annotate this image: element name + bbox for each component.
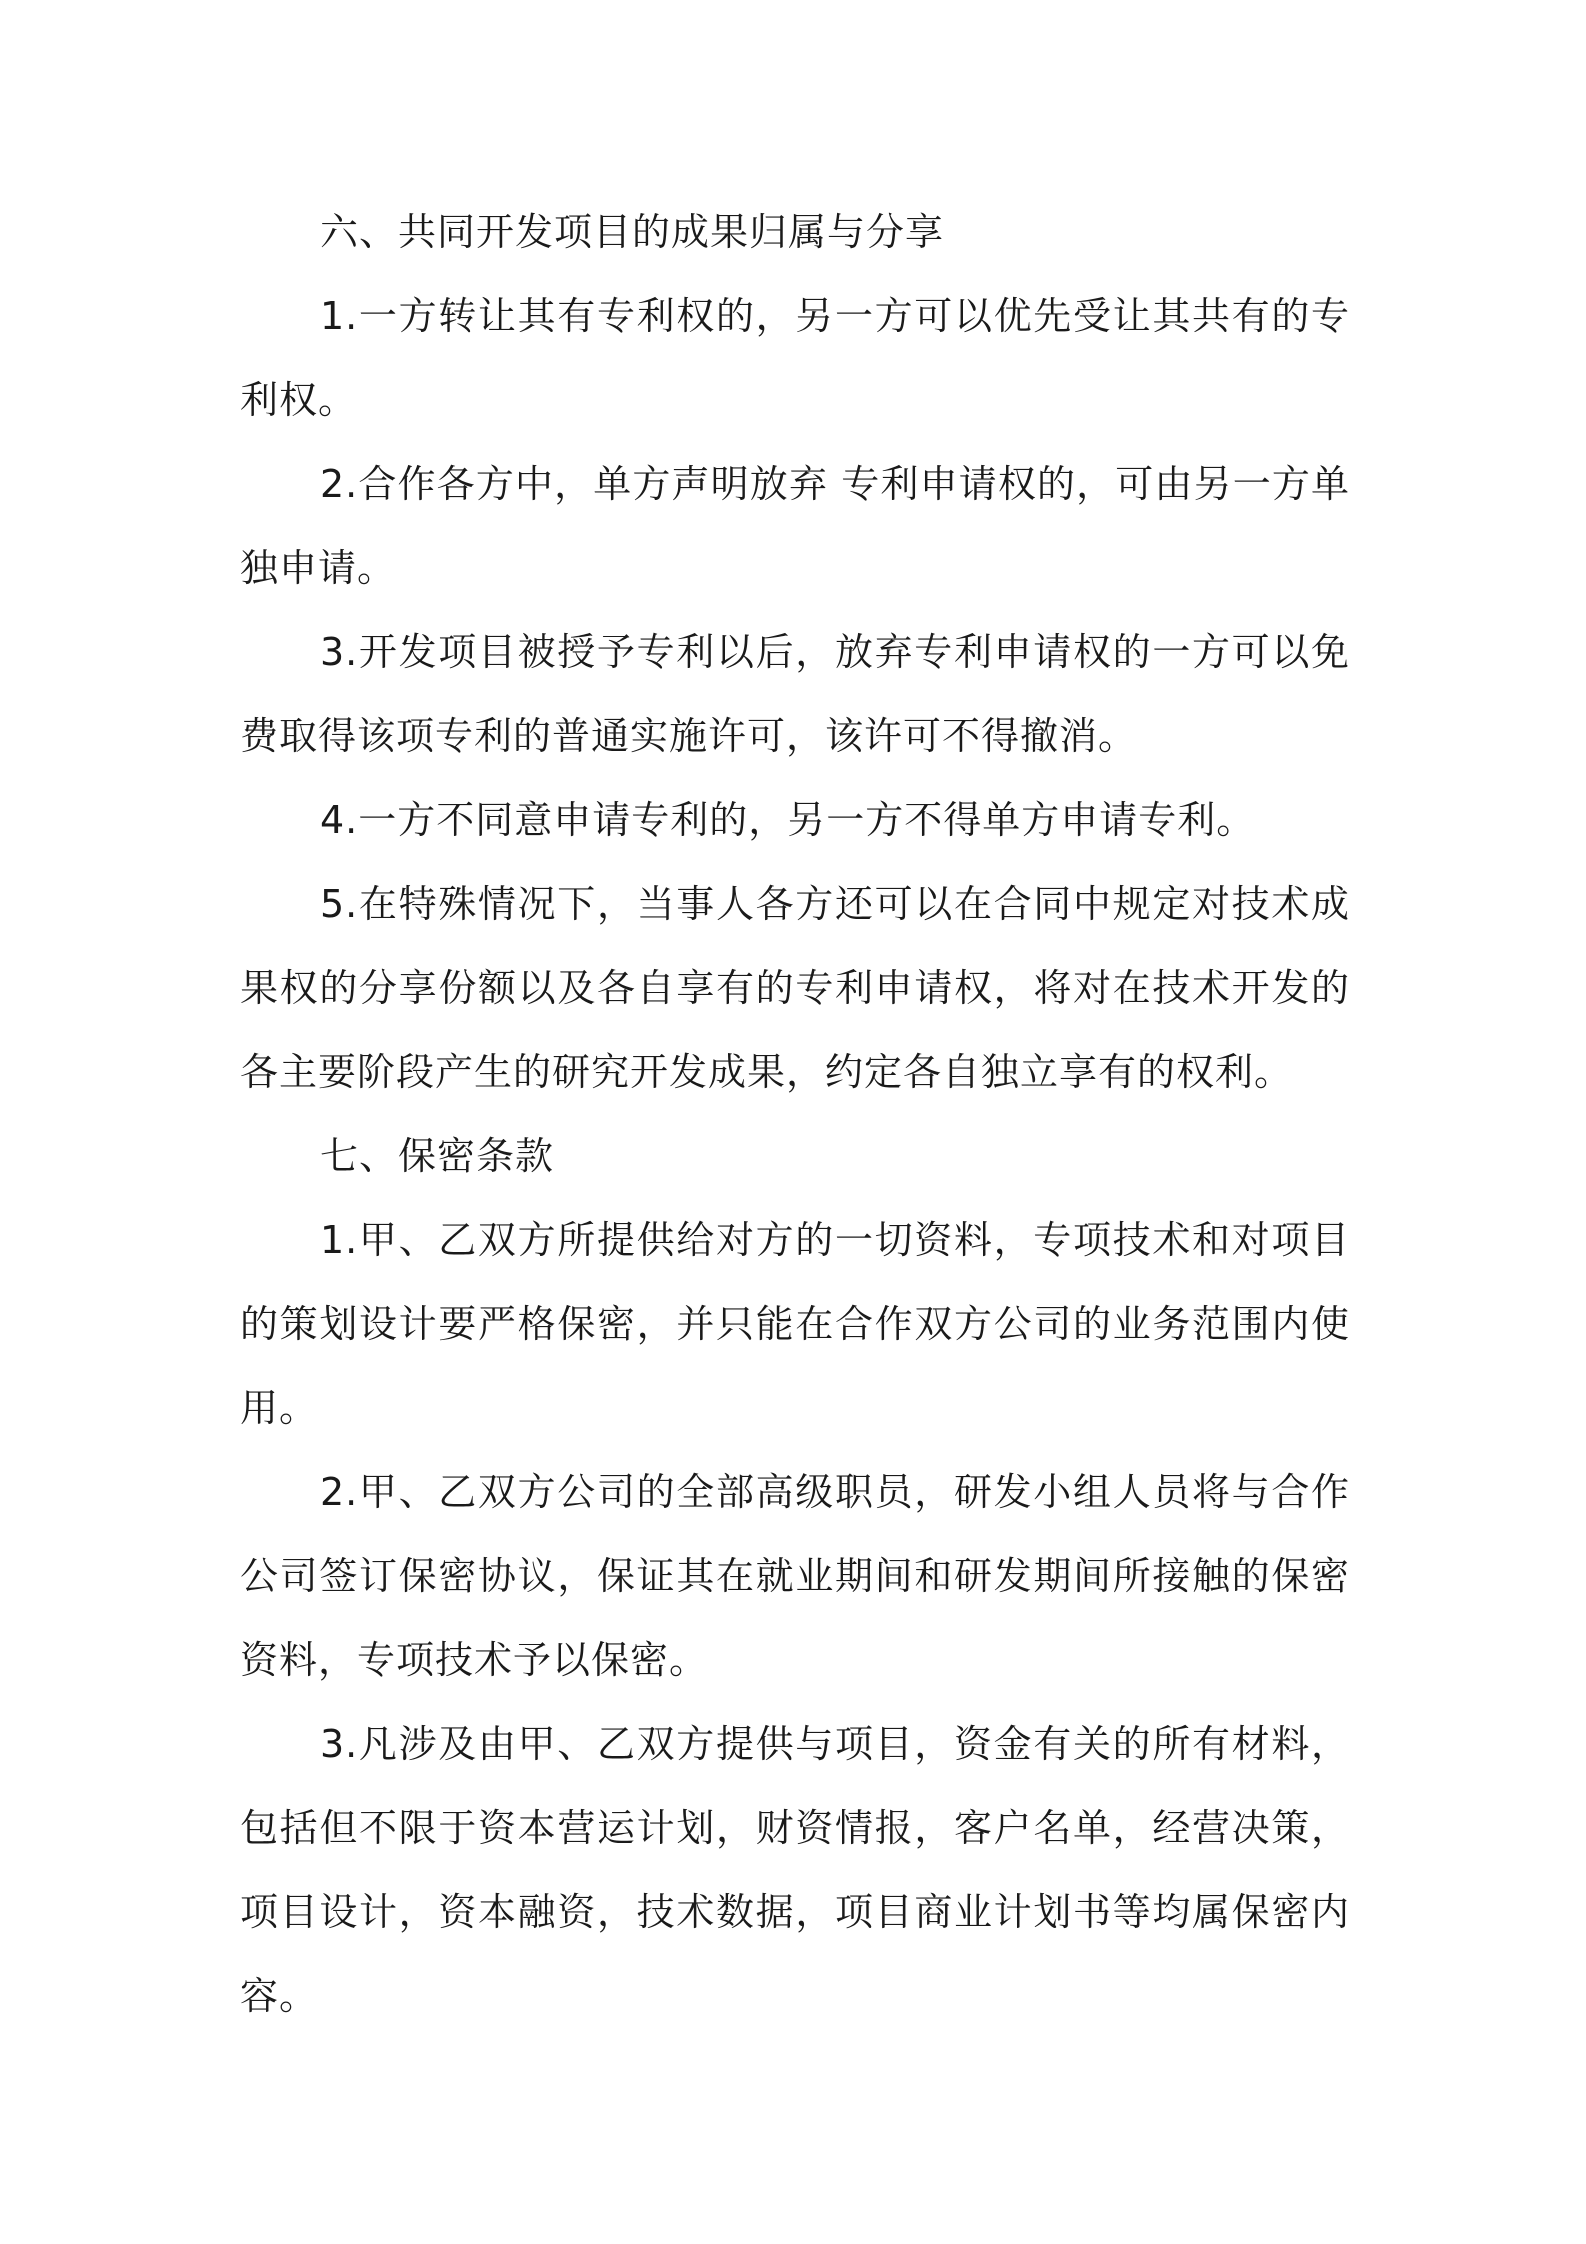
clause-7-1: 1.甲、乙双方所提供给对方的一切资料，专项技术和对项目的策划设计要严格保密，并只能在合作双方公司的业务范围内使用。	[240, 1218, 1350, 1430]
clause-7-2: 2.甲、乙双方公司的全部高级职员，研发小组人员将与合作公司签订保密协议，保证其在就业期间和研发期间所接触的保密资料，专项技术予以保密。	[240, 1470, 1350, 1682]
clause-6-4: 4.一方不同意申请专利的，另一方不得单方申请专利。	[320, 798, 1256, 842]
clause-6-5: 5.在特殊情况下，当事人各方还可以在合同中规定对技术成果权的分享份额以及各自享有的专利申请权，将对在技术开发的各主要阶段产生的研究开发成果，约定各自独立享有的权利。	[240, 882, 1350, 1094]
clause-7-3: 3.凡涉及由甲、乙双方提供与项目，资金有关的所有材料，包括但不限于资本营运计划，财资情报，客户名单，经营决策，项目设计，资本融资，技术数据，项目商业计划书等均属保密内容。	[240, 1722, 1350, 2018]
clause-6-3: 3.开发项目被授予专利以后，放弃专利申请权的一方可以免费取得该项专利的普通实施许可，该许可不得撤消。	[240, 630, 1350, 758]
clause-6-1: 1.一方转让其有专利权的，另一方可以优先受让其共有的专利权。	[240, 294, 1350, 422]
section-heading-6: 六、共同开发项目的成果归属与分享	[320, 210, 945, 254]
section-heading-7: 七、保密条款	[320, 1134, 555, 1178]
clause-6-2: 2.合作各方中，单方声明放弃 专利申请权的，可由另一方单独申请。	[240, 462, 1350, 590]
document-page	[240, 190, 1350, 2038]
